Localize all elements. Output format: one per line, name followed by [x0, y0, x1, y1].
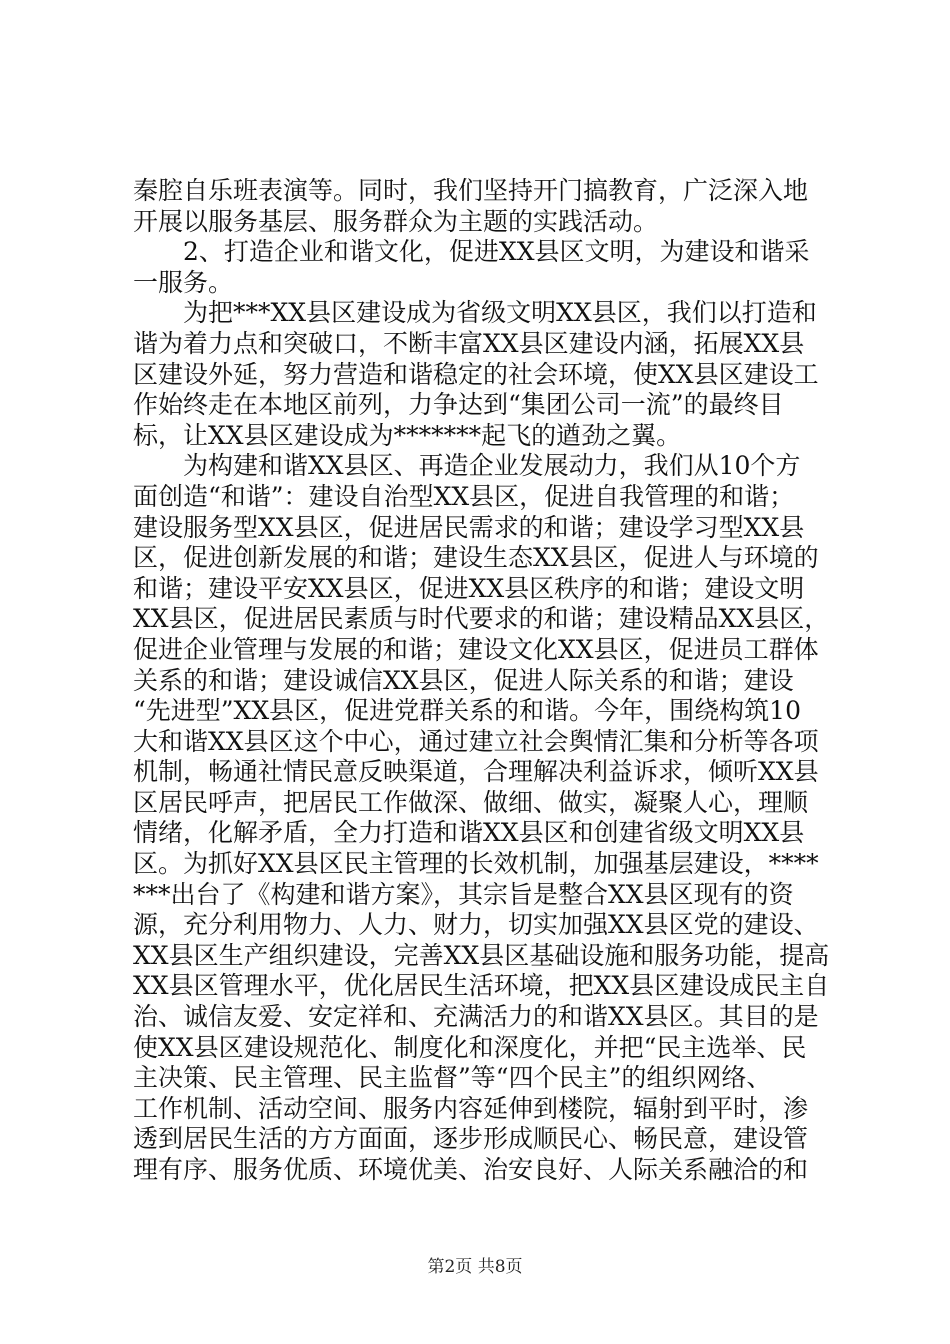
- text-line: 开展以服务基层、服务群众为主题的实践活动。: [133, 206, 659, 236]
- text-line: 透到居民生活的方方面面，逐步形成顺民心、畅民意，建设管: [133, 1124, 809, 1154]
- text-line: 和谐；建设平安XX县区，促进XX县区秩序的和谐；建设文明: [133, 573, 805, 603]
- text-line: 工作机制、活动空间、服务内容延伸到楼院，辐射到平时，渗: [133, 1093, 809, 1123]
- text-line: 为构建和谐XX县区、再造企业发展动力，我们从10个方: [133, 451, 801, 481]
- text-line: 促进企业管理与发展的和谐；建设文化XX县区，促进员工群体: [133, 634, 819, 664]
- text-line: 作始终走在本地区前列，力争达到“集团公司一流”的最终目: [133, 390, 784, 420]
- text-line: 区居民呼声，把居民工作做深、做细、做实，凝聚人心，理顺: [133, 787, 809, 817]
- text-line: “先进型”XX县区，促进党群关系的和谐。今年，围绕构筑10: [133, 696, 801, 726]
- text-line: 面创造“和谐”：建设自治型XX县区，促进自我管理的和谐；: [133, 481, 795, 511]
- text-line: 理有序、服务优质、环境优美、治安良好、人际关系融洽的和: [133, 1155, 809, 1184]
- text-line: XX县区管理水平，优化居民生活环境，把XX县区建设成民主自: [133, 971, 830, 1001]
- text-line: 建设服务型XX县区，促进居民需求的和谐；建设学习型XX县: [133, 512, 805, 542]
- text-line: 机制，畅通社情民意反映渠道，合理解决利益诉求，倾听XX县: [133, 757, 819, 787]
- text-line: 源，充分利用物力、人力、财力，切实加强XX县区党的建设、: [133, 910, 819, 940]
- text-line: 主决策、民主管理、民主监督”等“四个民主”的组织网络、: [133, 1063, 772, 1093]
- text-line: ***出台了《构建和谐方案》，其宗旨是整合XX县区现有的资: [133, 879, 794, 909]
- text-line: XX县区，促进居民素质与时代要求的和谐；建设精品XX县区，: [133, 604, 830, 634]
- text-line: 2、打造企业和谐文化，促进XX县区文明，为建设和谐采: [133, 237, 810, 267]
- text-line: 大和谐XX县区这个中心，通过建立社会舆情汇集和分析等各项: [133, 726, 819, 756]
- text-line: 治、诚信友爱、安定祥和、充满活力的和谐XX县区。其目的是: [133, 1002, 819, 1032]
- text-line: 使XX县区建设规范化、制度化和深度化，并把“民主选举、民: [133, 1032, 807, 1062]
- page-footer: 第2页 共8页: [427, 1257, 523, 1277]
- text-line: 区建设外延，努力营造和谐稳定的社会环境，使XX县区建设工: [133, 359, 819, 389]
- text-line: 秦腔自乐班表演等。同时，我们坚持开门搞教育，广泛深入地: [133, 176, 809, 205]
- text-line: 为把***XX县区建设成为省级文明XX县区，我们以打造和: [133, 298, 817, 328]
- text-line: 情绪，化解矛盾，全力打造和谐XX县区和创建省级文明XX县: [133, 818, 805, 848]
- text-line: 标，让XX县区建设成为*******起飞的遒劲之翼。: [133, 420, 682, 450]
- body-text: [133, 176, 833, 1186]
- text-line: 区，促进创新发展的和谐；建设生态XX县区，促进人与环境的: [133, 543, 819, 573]
- text-line: 关系的和谐；建设诚信XX县区，促进人际关系的和谐；建设: [133, 665, 794, 695]
- text-line: 一服务。: [133, 267, 234, 297]
- text-line: 谐为着力点和突破口，不断丰富XX县区建设内涵，拓展XX县: [133, 328, 805, 358]
- text-line: XX县区生产组织建设，完善XX县区基础设施和服务功能，提高: [133, 940, 830, 970]
- text-line: 区。为抓好XX县区民主管理的长效机制，加强基层建设，****: [133, 849, 819, 879]
